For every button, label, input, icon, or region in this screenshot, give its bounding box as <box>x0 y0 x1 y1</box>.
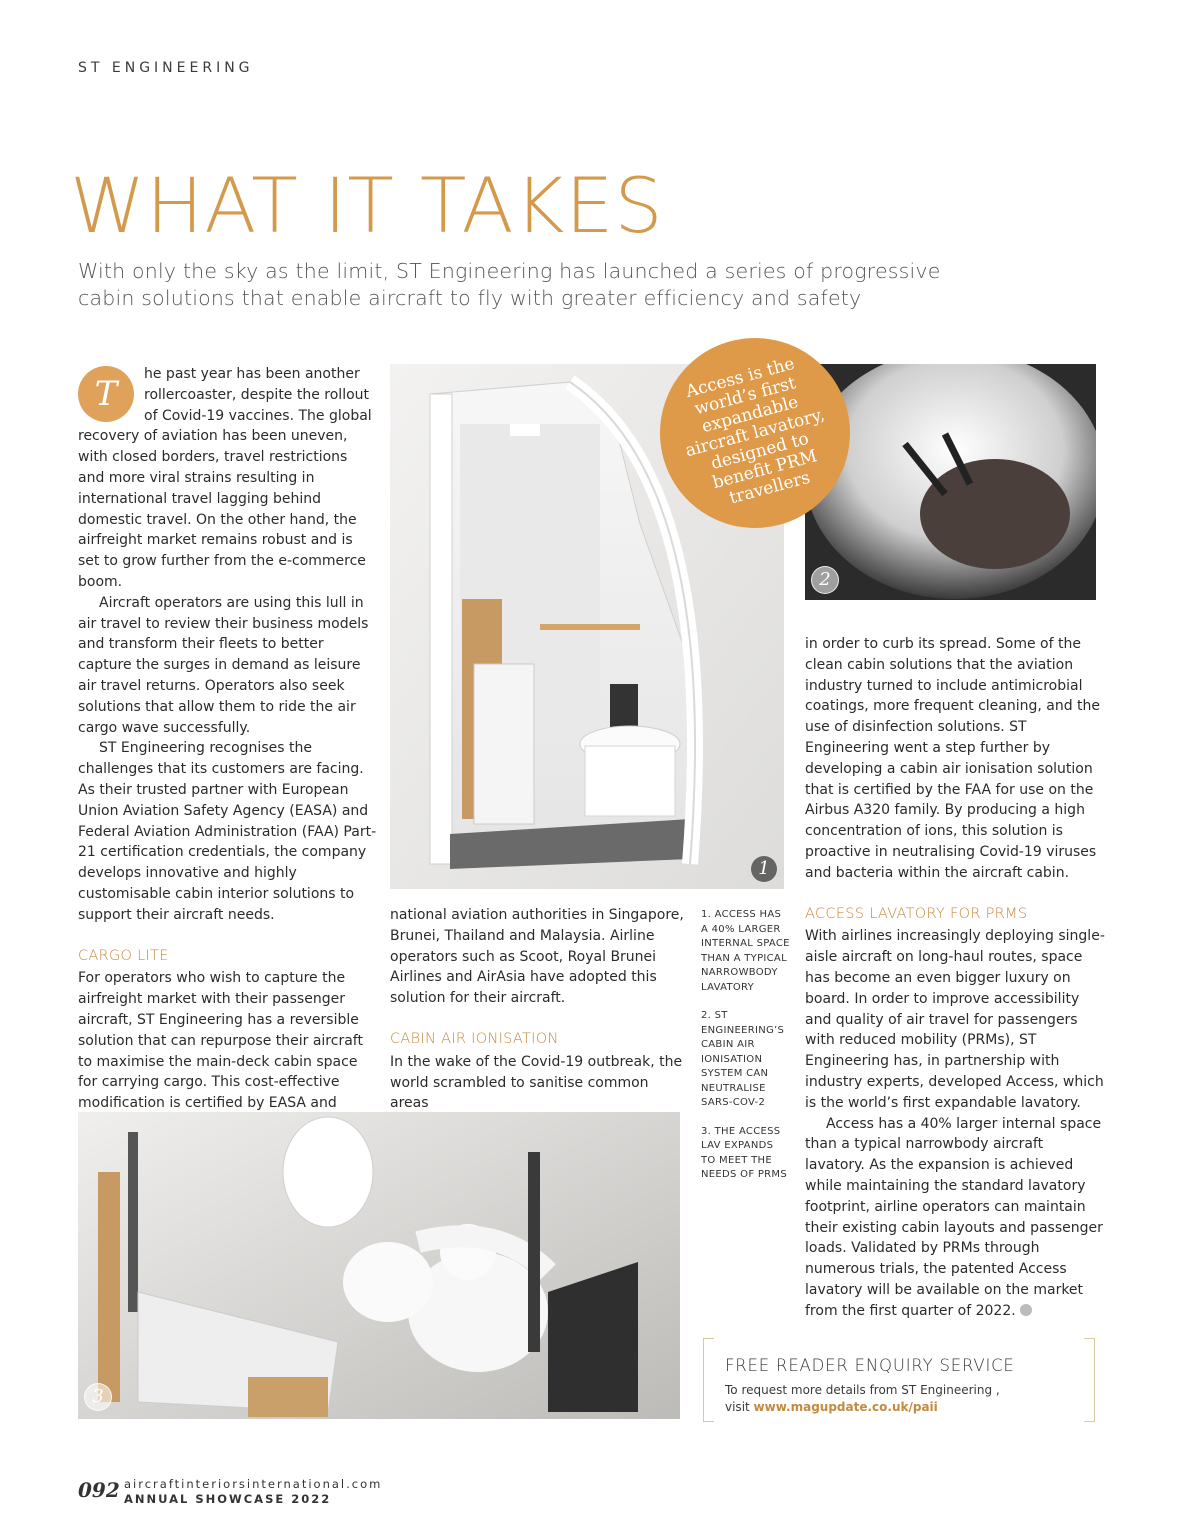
enquiry-text <box>725 1382 1000 1416</box>
col2-paragraph-2: In the wake of the Covid-19 outbreak, the world scrambled to sanitise common areas <box>390 1053 683 1112</box>
footer-issue: ANNUAL SHOWCASE 2022 <box>124 1492 332 1506</box>
photo-captions <box>701 908 791 1197</box>
photo-number-3: 3 <box>84 1383 112 1411</box>
ioniser-photo <box>805 364 1096 600</box>
standfirst: With only the sky as the limit, ST Engineering has launched a series of progressive cabin solutions that enable aircraft to fly with greater efficiency and safety <box>78 259 941 310</box>
headline: WHAT IT TAKES <box>70 161 664 250</box>
end-mark-icon <box>1020 1304 1032 1316</box>
cargo-paragraph: For operators who wish to capture the airfreight market with their passenger aircraft, ST Engineering has a reversible solution that can repurpose their aircraft to maximise the main-deck cabin space for carrying cargo. This cost-effective modification is certified by EASA and <box>78 970 363 1112</box>
access-heading: ACCESS LAVATORY FOR PRMS <box>805 905 1028 922</box>
ioniser-illustration <box>805 364 1096 600</box>
column-2 <box>390 905 690 1114</box>
caption-3: 3. THE ACCESS LAV EXPANDS TO MEET THE NEEDS OF PRMS <box>701 1125 787 1180</box>
intro-paragraph-2: Aircraft operators are using this lull in air travel to review their business models and transform their fleets to better capture the surges in demand as leisure air travel returns. Operators also seek solutions that allow them to ride the air cargo wave successfully. <box>78 594 369 736</box>
photo-number-1: 1 <box>750 855 778 883</box>
col3-paragraph-1: in order to curb its spread. Some of the clean cabin solutions that the aviation industry turned to include antimicrobial coatings, more frequent cleaning, and the use of disinfection solutions. ST Engineering went a step further by developing a cabin air ionisation solution that is certified by the FAA for use on the Airbus A320 family. By producing a high concentration of ions, this solution is proactive in neutralising Covid-19 viruses and bacteria within the aircraft cabin. <box>805 636 1101 881</box>
footer-site: aircraftinteriorsinternational.com <box>124 1477 383 1491</box>
pull-quote-text: Access is the world’s first expandable aircraft lavatory, designed to benefit PRM travellers <box>683 353 827 508</box>
enquiry-link[interactable]: www.magupdate.co.uk/paii <box>753 1400 938 1414</box>
dropcap: T <box>78 366 134 422</box>
col3-paragraph-3: Access has a 40% larger internal space than a typical narrowbody aircraft lavatory. As the expansion is achieved while maintaining the standard lavatory footprint, airline operators can maintain their existing cabin layouts and passenger loads. Validated by PRMs through numerous trials, the patented Access lavatory will be available on the market from the first quarter of 2022. <box>805 1115 1103 1319</box>
enquiry-title: FREE READER ENQUIRY SERVICE <box>725 1356 1015 1375</box>
cargo-heading: CARGO LITE <box>78 947 169 964</box>
column-3 <box>805 634 1105 1322</box>
col3-paragraph-2: With airlines increasingly deploying single-aisle aircraft on long-haul routes, space has become an even bigger luxury on board. In order to improve accessibility and quality of air travel for passengers with reduced mobility (PRMs), ST Engineering has, in partnership with industry experts, developed Access, which is the world’s first expandable lavatory. <box>805 928 1105 1111</box>
bracket-left <box>703 1338 714 1422</box>
photo-number-2: 2 <box>811 566 839 594</box>
bracket-right <box>1084 1338 1095 1422</box>
enquiry-visit: visit <box>725 1400 754 1414</box>
caption-2: 2. ST ENGINEERING’S CABIN AIR IONISATION SYSTEM CAN NEUTRALISE SARS-COV-2 <box>701 1010 785 1108</box>
intro-paragraph-3: ST Engineering recognises the challenges that its customers are facing. As their trusted partner with European Union Aviation Safety Agency (EASA) and Federal Aviation Administration (FAA) Part-21 certification credentials, the company develops innovative and highly customisable cabin interior solutions to support their aircraft needs. <box>78 740 377 923</box>
caption-1: 1. ACCESS HAS A 40% LARGER INTERNAL SPACE THAN A TYPICAL NARROWBODY LAVATORY <box>701 909 790 993</box>
prm-illustration <box>78 1112 680 1419</box>
section-kicker: ST ENGINEERING <box>78 60 254 76</box>
col2-paragraph-1: national aviation authorities in Singapore, Brunei, Thailand and Malaysia. Airline operators such as Scoot, Royal Brunei Airlines and AirAsia have adopted this solution for their aircraft. <box>390 907 684 1007</box>
column-1 <box>78 364 378 1114</box>
reader-enquiry-box <box>703 1338 1095 1420</box>
ionisation-heading: CABIN AIR IONISATION <box>390 1030 559 1047</box>
intro-paragraph-1: he past year has been another rollercoaster, despite the rollout of Covid-19 vaccines. The global recovery of aviation has been uneven, with closed borders, travel restrictions and more viral strains resulting in international travel lagging behind domestic travel. On the other hand, the airfreight market remains robust and is set to grow further from the e-commerce boom. <box>78 366 372 590</box>
prm-lavatory-photo <box>78 1112 680 1419</box>
enquiry-request: To request more details from ST Engineering , <box>725 1383 1000 1397</box>
page-number: 092 <box>78 1478 120 1502</box>
